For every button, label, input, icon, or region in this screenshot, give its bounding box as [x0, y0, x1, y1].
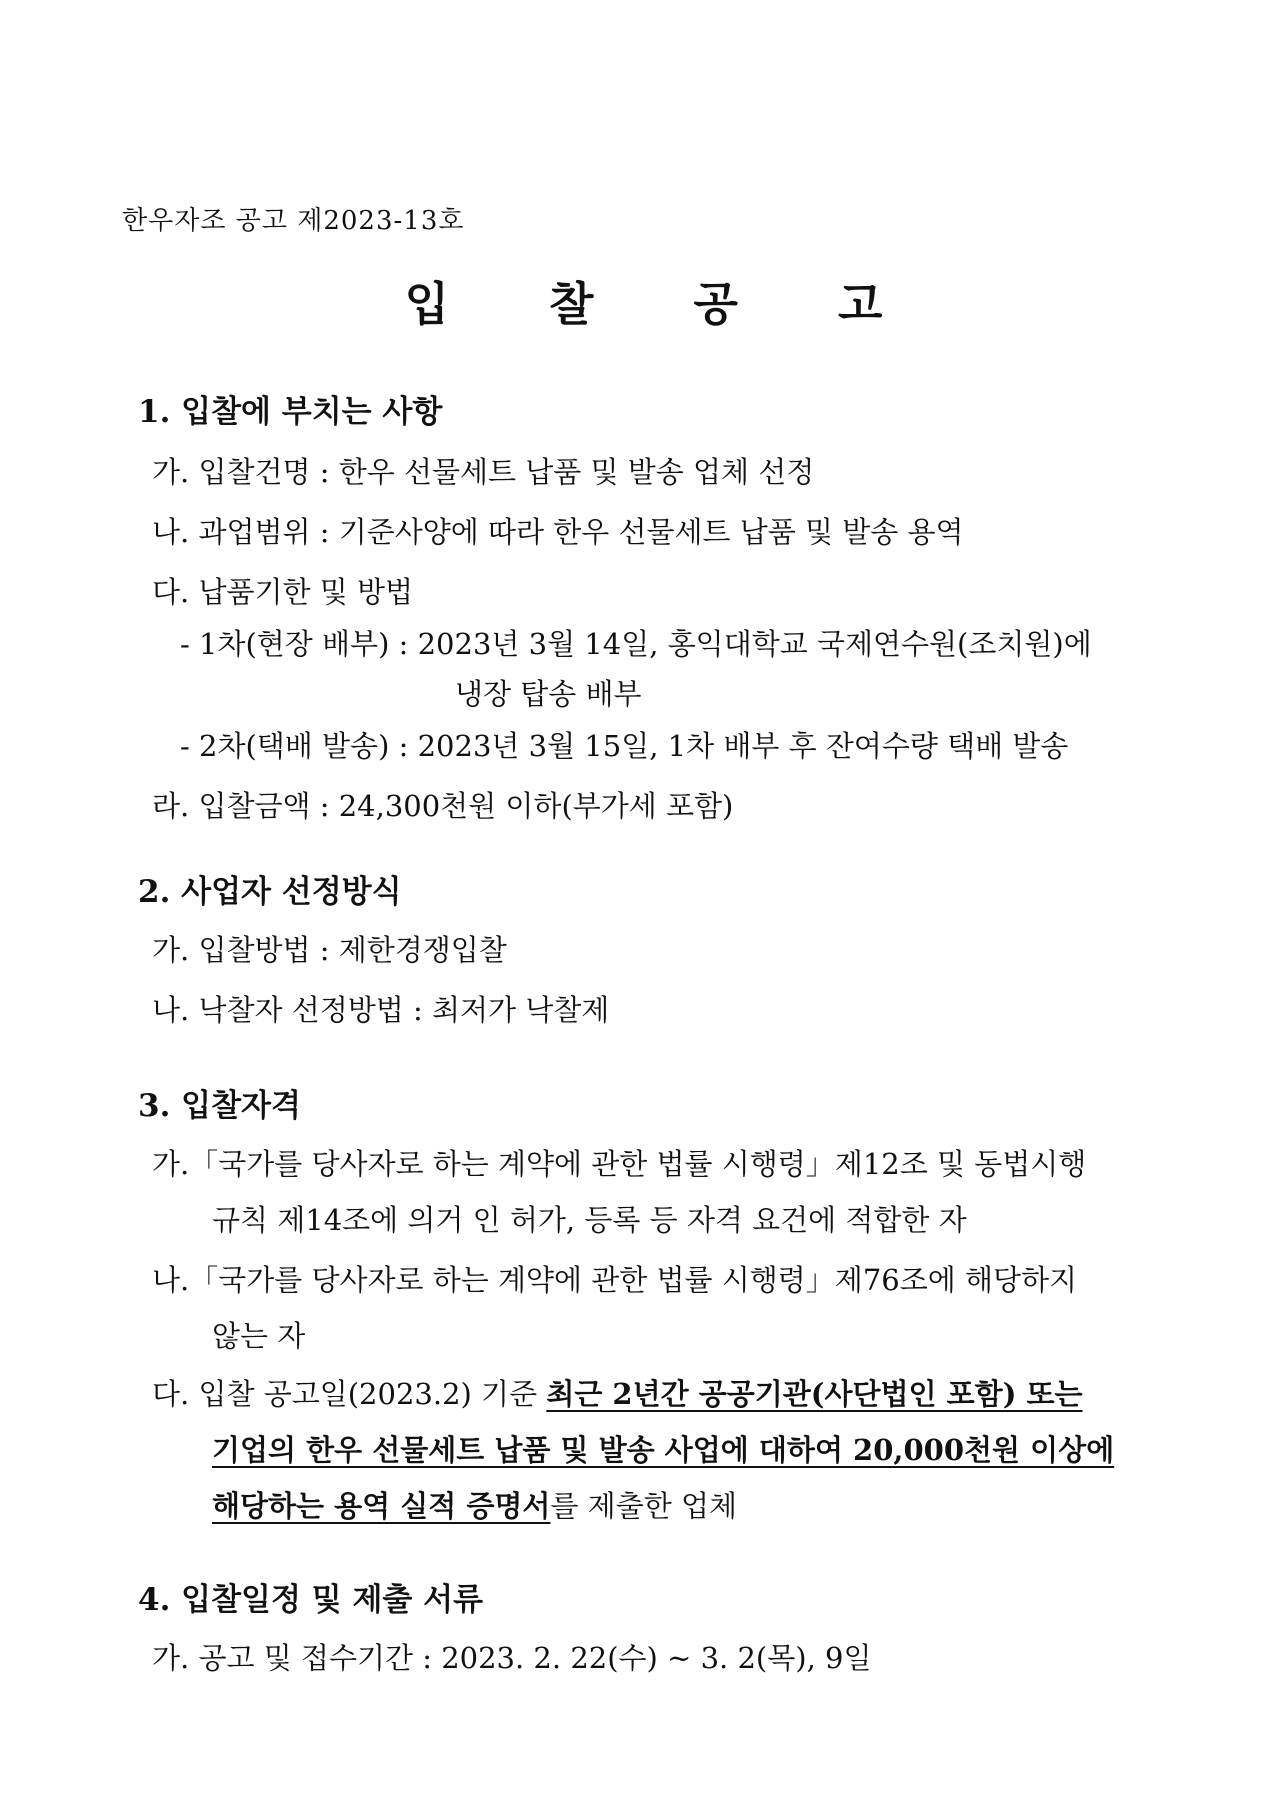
section-3-heading: 3. 입찰자격: [138, 1088, 301, 1124]
section-4-heading: 4. 입찰일정 및 제출 서류: [138, 1582, 484, 1618]
s1-item-da-1-cont: 냉장 탑송 배부: [455, 677, 642, 711]
s1-item-da-1: - 1차(현장 배부) : 2023년 3월 14일, 홍익대학교 국제연수원(조치원)에: [180, 627, 1092, 661]
s3-item-da-underlined-3: 해당하는 용역 실적 증명서: [212, 1489, 551, 1523]
s1-item-da: 다. 납품기한 및 방법: [152, 575, 413, 609]
s3-item-na: 나.「국가를 당사자로 하는 계약에 관한 법률 시행령」제76조에 해당하지: [152, 1263, 1078, 1297]
s1-item-ga: 가. 입찰건명 : 한우 선물세트 납품 및 발송 업체 선정: [152, 455, 815, 489]
s2-item-na: 나. 낙찰자 선정방법 : 최저가 낙찰제: [152, 993, 610, 1027]
s2-item-ga: 가. 입찰방법 : 제한경쟁입찰: [152, 933, 507, 967]
notice-number: 한우자조 공고 제2023-13호: [122, 206, 465, 236]
s3-item-ga: 가.「국가를 당사자로 하는 계약에 관한 법률 시행령」제12조 및 동법시행: [152, 1147, 1087, 1181]
s3-item-da-underlined-2: 기업의 한우 선물세트 납품 및 발송 사업에 대하여 20,000천원 이상에: [212, 1433, 1115, 1467]
page-title: 입 찰 공 고: [404, 277, 925, 331]
s3-item-da: [152, 1372, 1083, 1413]
section-2-heading: 2. 사업자 선정방식: [138, 874, 402, 910]
s3-item-da-underlined-1: 최근 2년간 공공기관(사단법인 포함) 또는: [546, 1377, 1083, 1411]
s3-item-da-lead: 다. 입찰 공고일(2023.2) 기준: [152, 1377, 547, 1411]
s3-item-na-cont: 않는 자: [212, 1319, 306, 1353]
s1-item-ra: 라. 입찰금액 : 24,300천원 이하(부가세 포함): [152, 789, 734, 823]
s3-item-ga-cont: 규칙 제14조에 의거 인 허가, 등록 등 자격 요건에 적합한 자: [212, 1203, 967, 1237]
s3-item-da-tail: 를 제출한 업체: [550, 1489, 737, 1523]
s1-item-da-2: - 2차(택배 발송) : 2023년 3월 15일, 1차 배부 후 잔여수량 택배 발송: [180, 729, 1069, 763]
s1-item-na: 나. 과업범위 : 기준사양에 따라 한우 선물세트 납품 및 발송 용역: [152, 515, 964, 549]
s4-item-ga: 가. 공고 및 접수기간 : 2023. 2. 22(수) ~ 3. 2(목), 9일: [152, 1641, 872, 1675]
section-1-heading: 1. 입찰에 부치는 사항: [138, 394, 443, 430]
s3-item-da-cont-2: [212, 1484, 737, 1525]
s3-item-da-cont-1: [212, 1428, 1114, 1469]
